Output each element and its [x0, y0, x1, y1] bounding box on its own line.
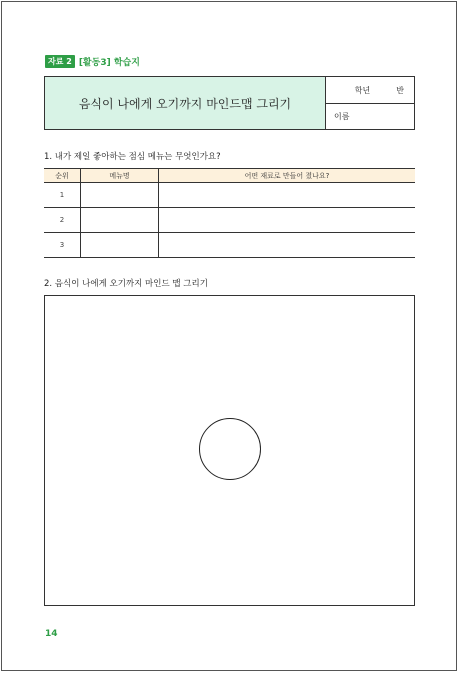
class-label: 반: [396, 85, 404, 95]
student-info: [326, 77, 414, 129]
mind-map-center-circle: [199, 418, 261, 480]
page-number: 14: [45, 629, 58, 639]
ingredients-cell[interactable]: [159, 208, 416, 233]
menu-cell[interactable]: [81, 183, 159, 208]
grade-class-field[interactable]: [326, 77, 414, 104]
mind-map-area[interactable]: [44, 295, 415, 606]
grade-label: 학년: [354, 85, 371, 95]
table-header-row: [44, 169, 415, 183]
rank-cell: 2: [44, 208, 81, 233]
worksheet-title: 음식이 나에게 오기까지 마인드맵 그리기: [45, 77, 326, 129]
table-row: [44, 183, 415, 208]
col-header-ingredients: 어떤 재료로 만들어 졌나요?: [159, 169, 416, 183]
menu-cell[interactable]: [81, 233, 159, 258]
question-1-title: 1. 내가 제일 좋아하는 점심 메뉴는 무엇인가요?: [44, 152, 221, 162]
section-tag: [45, 54, 140, 68]
table-row: [44, 233, 415, 258]
activity-label: [활동3] 학습지: [78, 57, 140, 68]
material-badge: 자료 2: [45, 55, 75, 68]
name-field[interactable]: [326, 104, 414, 129]
col-header-rank: 순위: [44, 169, 81, 183]
question-2-title: 2. 음식이 나에게 오기까지 마인드 맵 그리기: [44, 279, 208, 289]
name-label: 이름: [334, 112, 350, 121]
ingredients-cell[interactable]: [159, 183, 416, 208]
title-box: [44, 76, 415, 130]
table-row: [44, 208, 415, 233]
rank-cell: 1: [44, 183, 81, 208]
rank-cell: 3: [44, 233, 81, 258]
menu-cell[interactable]: [81, 208, 159, 233]
col-header-menu: 메뉴명: [81, 169, 159, 183]
menu-table: [44, 168, 415, 258]
ingredients-cell[interactable]: [159, 233, 416, 258]
